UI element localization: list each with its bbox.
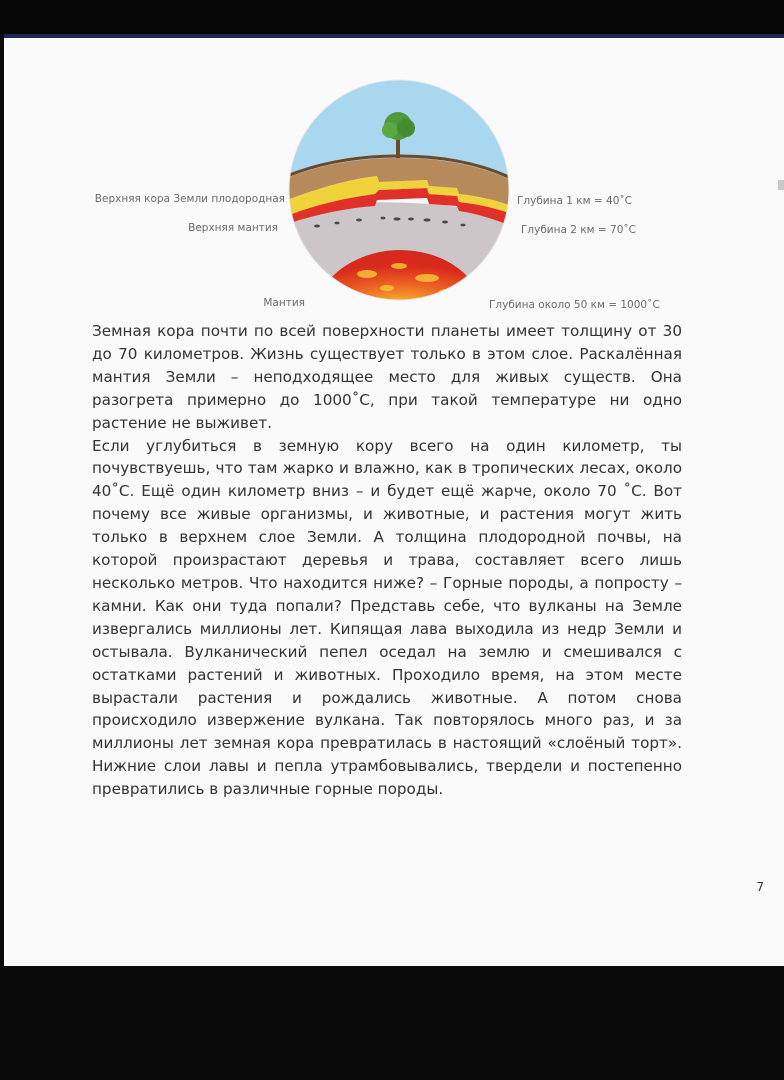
scan-bottom-margin: [0, 966, 784, 1080]
label-depth-1km: Глубина 1 км = 40˚С: [517, 195, 632, 207]
label-upper-mantle: Верхняя мантия: [188, 222, 278, 234]
scan-edge-mark: [778, 180, 784, 190]
label-depth-50km: Глубина около 50 км = 1000˚С: [489, 299, 660, 311]
label-depth-2km: Глубина 2 км = 70˚С: [521, 224, 636, 236]
page-number: 7: [756, 880, 764, 894]
body-text: [92, 320, 682, 801]
paragraph-1: Земная кора почти по всей поверхности планеты имеет толщину от 30 до 70 километров. Жизнь существует только в этом слое. Раскалённая мантия Земли – неподходящее место для живых существ. Она разогрета примерно до 1000˚С, при такой температуре ни одно растение не выживет.: [92, 322, 682, 432]
paragraph-2: Если углубиться в земную кору всего на один километр, ты почувствуешь, что там жарко и влажно, как в тропических лесах, около 40˚С. Ещё один километр вниз – и будет ещё жарче, около 70 ˚С. Вот почему все живые организмы, и животные, и растения могут жить только в верхнем слое Земли. А толщина плодородной почвы, на которой произрастают деревья и трава, составляет всего лишь несколько метров. Что находится ниже? – Горные породы, а попросту – камни. Как они туда попали? Представь себе, что вулканы на Земле извергались миллионы лет. Кипящая лава выходила из недр Земли и остывала. Вулканический пепел оседал на землю и смешивался с остатками растений и животных. Проходило время, на этом месте вырастали растения и рождались животные. А потом снова происходило извержение вулкана. Так повторялось много раз, и за миллионы лет земная кора превратилась в настоящий «слоёный торт». Нижние слои лавы и пепла утрамбовывались, твердели и постепенно превратились в различные горные породы.: [92, 436, 682, 799]
scan-top-margin: [0, 0, 784, 34]
label-mantle: Мантия: [263, 297, 305, 309]
earth-layers-diagram: [287, 78, 511, 302]
label-upper-crust: Верхняя кора Земли плодородная: [94, 193, 285, 205]
